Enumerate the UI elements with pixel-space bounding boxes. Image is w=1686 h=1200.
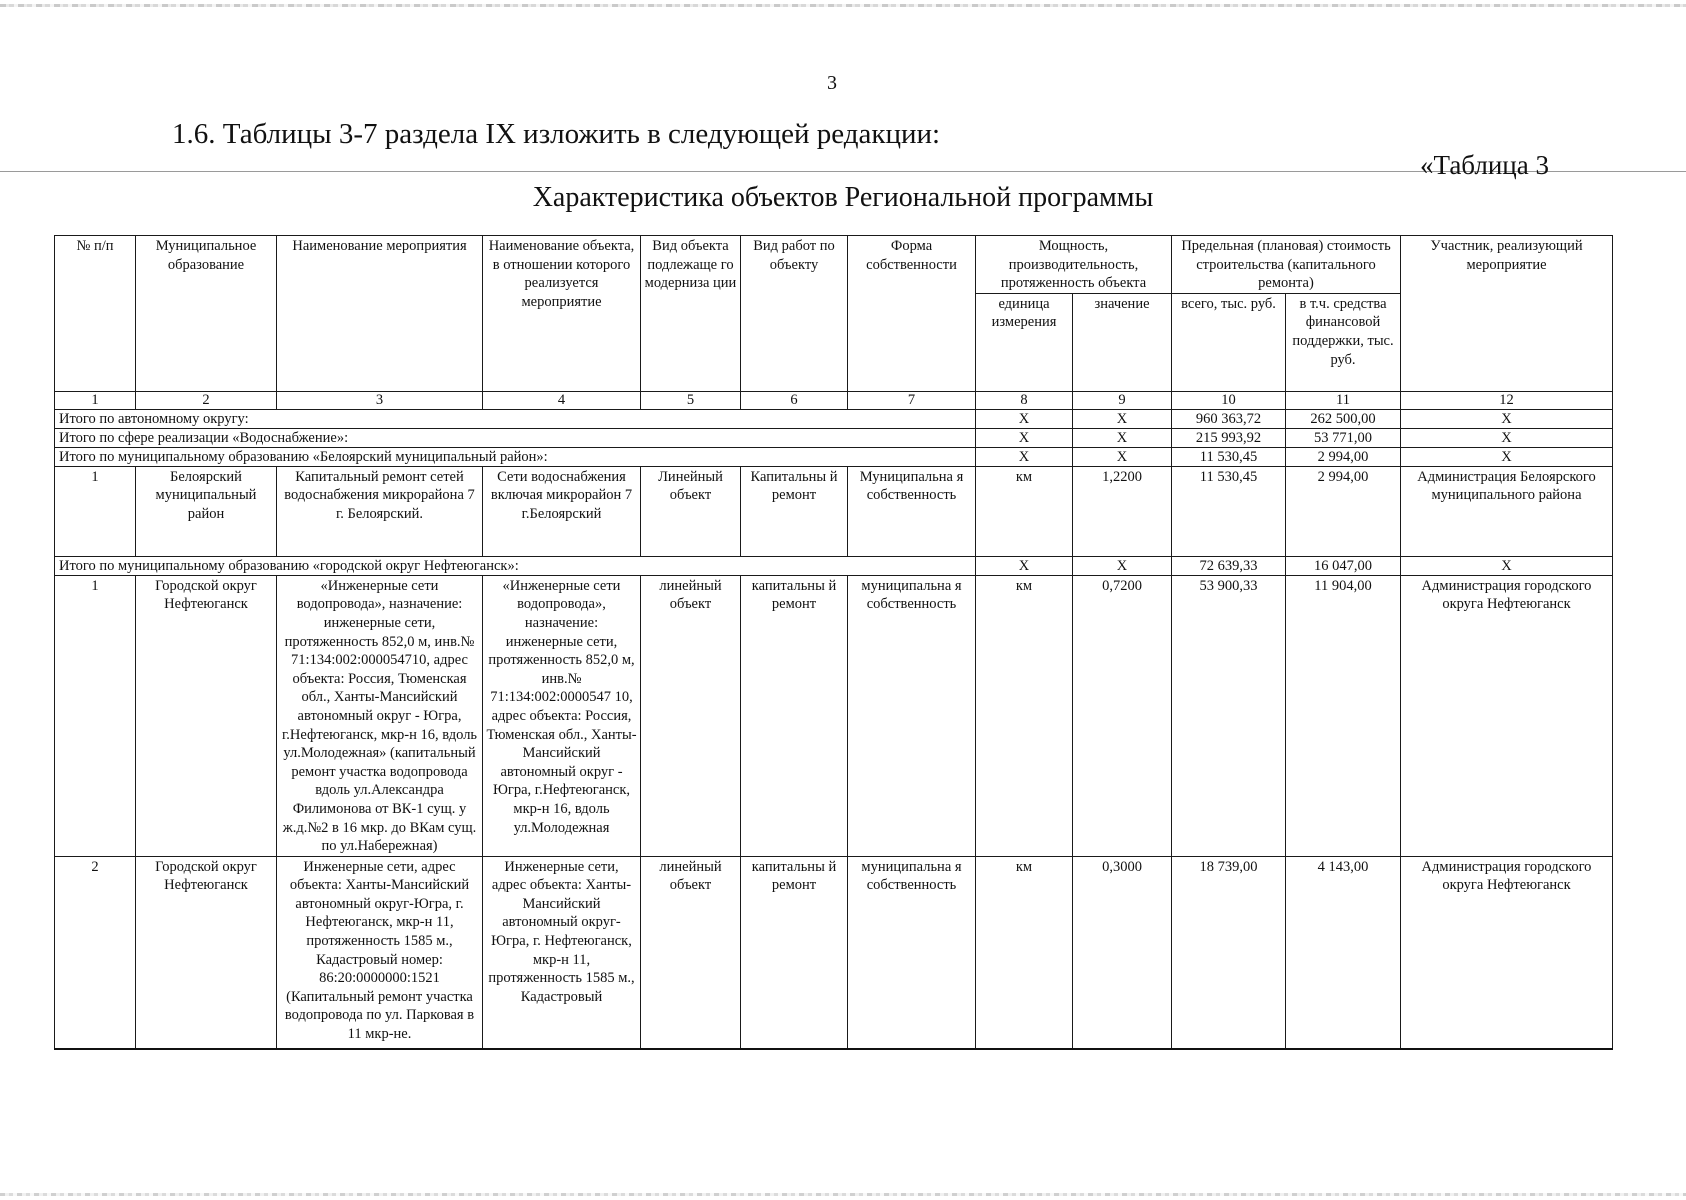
row-unit: км [976, 856, 1073, 1049]
total-label: Итого по муниципальному образованию «Белоярский муниципальный район»: [55, 447, 976, 466]
total-participant: X [1401, 409, 1613, 428]
header-cost-total: всего, тыс. руб. [1172, 293, 1286, 391]
total-participant: X [1401, 556, 1613, 575]
total-cost: 11 530,45 [1172, 447, 1286, 466]
total-label: Итого по сфере реализации «Водоснабжение»: [55, 428, 976, 447]
row-no: 1 [55, 575, 136, 856]
column-number: 12 [1401, 391, 1613, 409]
row-unit: км [976, 575, 1073, 856]
table-tag: «Таблица 3 [1420, 150, 1549, 180]
row-no: 2 [55, 856, 136, 1049]
section-heading: 1.6. Таблицы 3-7 раздела IX изложить в следующей редакции: [172, 118, 941, 150]
row-ownership: Муниципальна я собственность [848, 466, 976, 556]
header-no: № п/п [55, 236, 136, 392]
total-label: Итого по муниципальному образованию «городской округ Нефтеюганск»: [55, 556, 976, 575]
header-work-type: Вид работ по объекту [741, 236, 848, 392]
row-cost-support: 11 904,00 [1286, 575, 1401, 856]
total-value: X [1073, 556, 1172, 575]
row-cost-support: 4 143,00 [1286, 856, 1401, 1049]
row-cost-total: 53 900,33 [1172, 575, 1286, 856]
row-municipality: Городской округ Нефтеюганск [136, 856, 277, 1049]
total-row-region [55, 409, 1613, 428]
row-event: «Инженерные сети водопровода», назначение: инженерные сети, протяженность 852,0 м, инв.№ 71:134:002:000054710, адрес объекта: Россия, Тюменская обл., Ханты-Мансийский автономный округ - Югра, г.Нефтеюганск, мкр-н 16, вдоль ул.Молодежная» (капитальный ремонт участка водопровода вдоль ул.Александра Филимонова от ВК-1 сущ. у ж.д.№2 в 16 мкр. до ВКам сущ. по ул.Набережная) [277, 575, 483, 856]
row-value: 1,2200 [1073, 466, 1172, 556]
column-number: 7 [848, 391, 976, 409]
total-value: X [1073, 447, 1172, 466]
row-cost-total: 11 530,45 [1172, 466, 1286, 556]
row-participant: Администрация городского округа Нефтеюганск [1401, 575, 1613, 856]
page-number: 3 [827, 72, 837, 94]
row-value: 0,7200 [1073, 575, 1172, 856]
row-object-type: линейный объект [641, 575, 741, 856]
column-number: 11 [1286, 391, 1401, 409]
table-row [55, 575, 1613, 856]
total-participant: X [1401, 447, 1613, 466]
row-ownership: муниципальна я собственность [848, 856, 976, 1049]
row-object: «Инженерные сети водопровода», назначение: инженерные сети, протяженность 852,0 м, инв.№ 71:134:002:0000547 10, адрес объекта: Россия, Тюменская обл., Ханты-Мансийский автономный округ - Югра, г.Нефтеюганск, мкр-н 16, вдоль ул.Молодежная [483, 575, 641, 856]
header-event: Наименование мероприятия [277, 236, 483, 392]
row-work-type: Капитальны й ремонт [741, 466, 848, 556]
total-support: 53 771,00 [1286, 428, 1401, 447]
header-ownership: Форма собственности [848, 236, 976, 392]
row-object-text: Инженерные сети, адрес объекта: Ханты-Мансийский автономный округ-Югра, г. Нефтеюганск, мкр-н 11, протяженность 1585 м., Кадастровый [488, 858, 635, 1005]
row-cost-support: 2 994,00 [1286, 466, 1401, 556]
column-number: 4 [483, 391, 641, 409]
row-object [483, 856, 641, 1049]
header-value: значение [1073, 293, 1172, 391]
total-cost: 215 993,92 [1172, 428, 1286, 447]
total-unit: X [976, 447, 1073, 466]
scan-artifact-top [0, 4, 1686, 7]
column-number: 6 [741, 391, 848, 409]
header-cost-group: Предельная (плановая) стоимость строительства (капитального ремонта) [1172, 236, 1401, 294]
header-cost-support: в т.ч. средства финансовой поддержки, тыс. руб. [1286, 293, 1401, 391]
total-row-beloyarsky [55, 447, 1613, 466]
total-cost: 72 639,33 [1172, 556, 1286, 575]
total-value: X [1073, 428, 1172, 447]
column-number: 3 [277, 391, 483, 409]
column-number-row [55, 391, 1613, 409]
total-support: 2 994,00 [1286, 447, 1401, 466]
total-row-nefteyugansk [55, 556, 1613, 575]
row-object-type: линейный объект [641, 856, 741, 1049]
column-number: 5 [641, 391, 741, 409]
total-support: 16 047,00 [1286, 556, 1401, 575]
row-participant: Администрация городского округа Нефтеюганск [1401, 856, 1613, 1049]
column-number: 10 [1172, 391, 1286, 409]
row-unit: км [976, 466, 1073, 556]
column-number: 1 [55, 391, 136, 409]
total-participant: X [1401, 428, 1613, 447]
header-object-type: Вид объекта подлежаще го модерниза ции [641, 236, 741, 392]
row-no: 1 [55, 466, 136, 556]
header-capacity-group: Мощность, производительность, протяженность объекта [976, 236, 1172, 294]
total-unit: X [976, 428, 1073, 447]
row-object: Сети водоснабжения включая микрорайон 7 г.Белоярский [483, 466, 641, 556]
header-object: Наименование объекта, в отношении которого реализуется мероприятие [483, 236, 641, 392]
table-title: Характеристика объектов Региональной программы [532, 182, 1154, 213]
row-work-type: капитальны й ремонт [741, 575, 848, 856]
objects-table [54, 235, 1613, 1050]
total-unit: X [976, 556, 1073, 575]
header-row-top [55, 236, 1613, 294]
row-municipality: Белоярский муниципальный район [136, 466, 277, 556]
column-number: 2 [136, 391, 277, 409]
column-number: 9 [1073, 391, 1172, 409]
row-participant: Администрация Белоярского муниципального района [1401, 466, 1613, 556]
total-cost: 960 363,72 [1172, 409, 1286, 428]
row-municipality: Городской округ Нефтеюганск [136, 575, 277, 856]
total-row-water-supply [55, 428, 1613, 447]
header-municipality: Муниципальное образование [136, 236, 277, 392]
total-label: Итого по автономному округу: [55, 409, 976, 428]
total-value: X [1073, 409, 1172, 428]
header-participant: Участник, реализующий мероприятие [1401, 236, 1613, 392]
column-number: 8 [976, 391, 1073, 409]
row-ownership: муниципальна я собственность [848, 575, 976, 856]
row-event: Инженерные сети, адрес объекта: Ханты-Мансийский автономный округ-Югра, г. Нефтеюганск, мкр-н 11, протяженность 1585 м., Кадастровый номер: 86:20:0000000:1521 (Капитальный ремонт участка водопровода по ул. Парковая в 11 мкр-не. [277, 856, 483, 1049]
table-row [55, 856, 1613, 1049]
row-value: 0,3000 [1073, 856, 1172, 1049]
header-unit: единица измерения [976, 293, 1073, 391]
total-support: 262 500,00 [1286, 409, 1401, 428]
row-object-type: Линейный объект [641, 466, 741, 556]
row-event: Капитальный ремонт сетей водоснабжения микрорайона 7 г. Белоярский. [277, 466, 483, 556]
scan-artifact-bottom [0, 1193, 1686, 1196]
row-cost-total: 18 739,00 [1172, 856, 1286, 1049]
total-unit: X [976, 409, 1073, 428]
row-work-type: капитальны й ремонт [741, 856, 848, 1049]
table-row [55, 466, 1613, 556]
